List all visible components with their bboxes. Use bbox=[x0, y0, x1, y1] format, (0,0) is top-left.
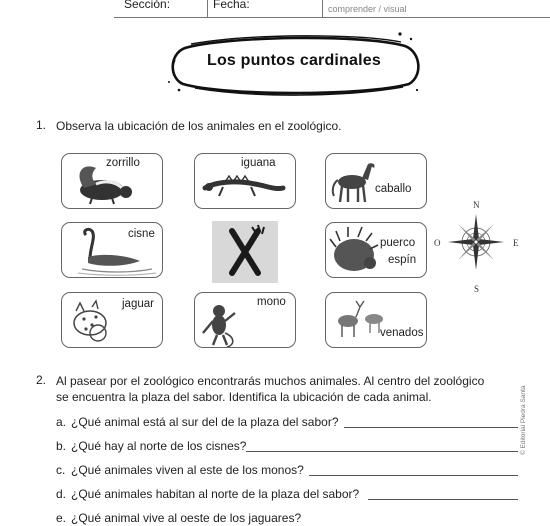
label-caballo: caballo bbox=[375, 183, 412, 195]
q2e-text: ¿Qué animal vive al oeste de los jaguares? bbox=[71, 511, 302, 525]
card-jaguar bbox=[61, 292, 163, 348]
q2e-letter: e. bbox=[56, 511, 67, 525]
compass-rose bbox=[448, 214, 504, 270]
label-iguana: iguana bbox=[241, 157, 276, 169]
compass-icon bbox=[448, 214, 504, 270]
section-label: Sección: bbox=[124, 0, 171, 11]
q2d-letter: d. bbox=[56, 487, 67, 501]
q1-number: 1. bbox=[36, 118, 47, 132]
answer-line-d[interactable] bbox=[368, 499, 518, 500]
plaza-del-sabor bbox=[212, 221, 278, 283]
card-cisne bbox=[61, 222, 163, 278]
publisher-note: © Editorial Piedra Santa bbox=[520, 385, 527, 455]
q2-number: 2. bbox=[36, 373, 47, 387]
answer-line-c[interactable] bbox=[309, 475, 518, 476]
card-mono bbox=[194, 292, 296, 348]
q2a-letter: a. bbox=[56, 415, 67, 429]
title-banner bbox=[165, 30, 423, 100]
q1-text: Observa la ubicación de los animales en el zoológico. bbox=[56, 119, 342, 133]
horse-icon bbox=[326, 154, 426, 208]
porcupine-icon bbox=[326, 223, 426, 277]
compass-east: E bbox=[513, 238, 519, 248]
fork-knife-icon bbox=[212, 221, 278, 283]
skill-label: comprender / visual bbox=[328, 4, 407, 14]
compass-south: S bbox=[474, 284, 480, 294]
answer-line-b[interactable] bbox=[246, 451, 518, 452]
card-iguana bbox=[194, 153, 296, 209]
q2d-text: ¿Qué animales habitan al norte de la plaza del sabor? bbox=[71, 487, 360, 501]
card-puerco-espin bbox=[325, 222, 427, 278]
label-mono: mono bbox=[257, 296, 286, 308]
card-zorrillo bbox=[61, 153, 163, 209]
compass-north: N bbox=[473, 200, 480, 210]
header-divider-2 bbox=[322, 0, 323, 17]
header-divider bbox=[207, 0, 208, 17]
label-jaguar: jaguar bbox=[122, 298, 154, 310]
q2-line-2: se encuentra la plaza del sabor. Identifica la ubicación de cada animal. bbox=[56, 390, 432, 404]
label-venados: venados bbox=[380, 327, 424, 339]
q2b-letter: b. bbox=[56, 439, 67, 453]
page-title: Los puntos cardinales bbox=[206, 52, 381, 69]
label-espin: espín bbox=[388, 254, 417, 266]
card-venados bbox=[325, 292, 427, 348]
answer-line-a[interactable] bbox=[344, 427, 518, 428]
label-cisne: cisne bbox=[128, 228, 155, 240]
q2-line-1: Al pasear por el zoológico encontrarás muchos animales. Al centro del zoológico bbox=[56, 374, 485, 388]
q2b-text: ¿Qué hay al norte de los cisnes? bbox=[71, 439, 247, 453]
q2a-text: ¿Qué animal está al sur del de la plaza del sabor? bbox=[71, 415, 339, 429]
q2c-letter: c. bbox=[56, 463, 66, 477]
label-puerco: puerco bbox=[380, 237, 416, 249]
date-label: Fecha: bbox=[213, 0, 250, 11]
compass-west: O bbox=[434, 238, 441, 248]
card-caballo bbox=[325, 153, 427, 209]
header-rule bbox=[114, 17, 550, 18]
label-zorrillo: zorrillo bbox=[106, 157, 140, 169]
q2c-text: ¿Qué animales viven al este de los monos? bbox=[71, 463, 304, 477]
